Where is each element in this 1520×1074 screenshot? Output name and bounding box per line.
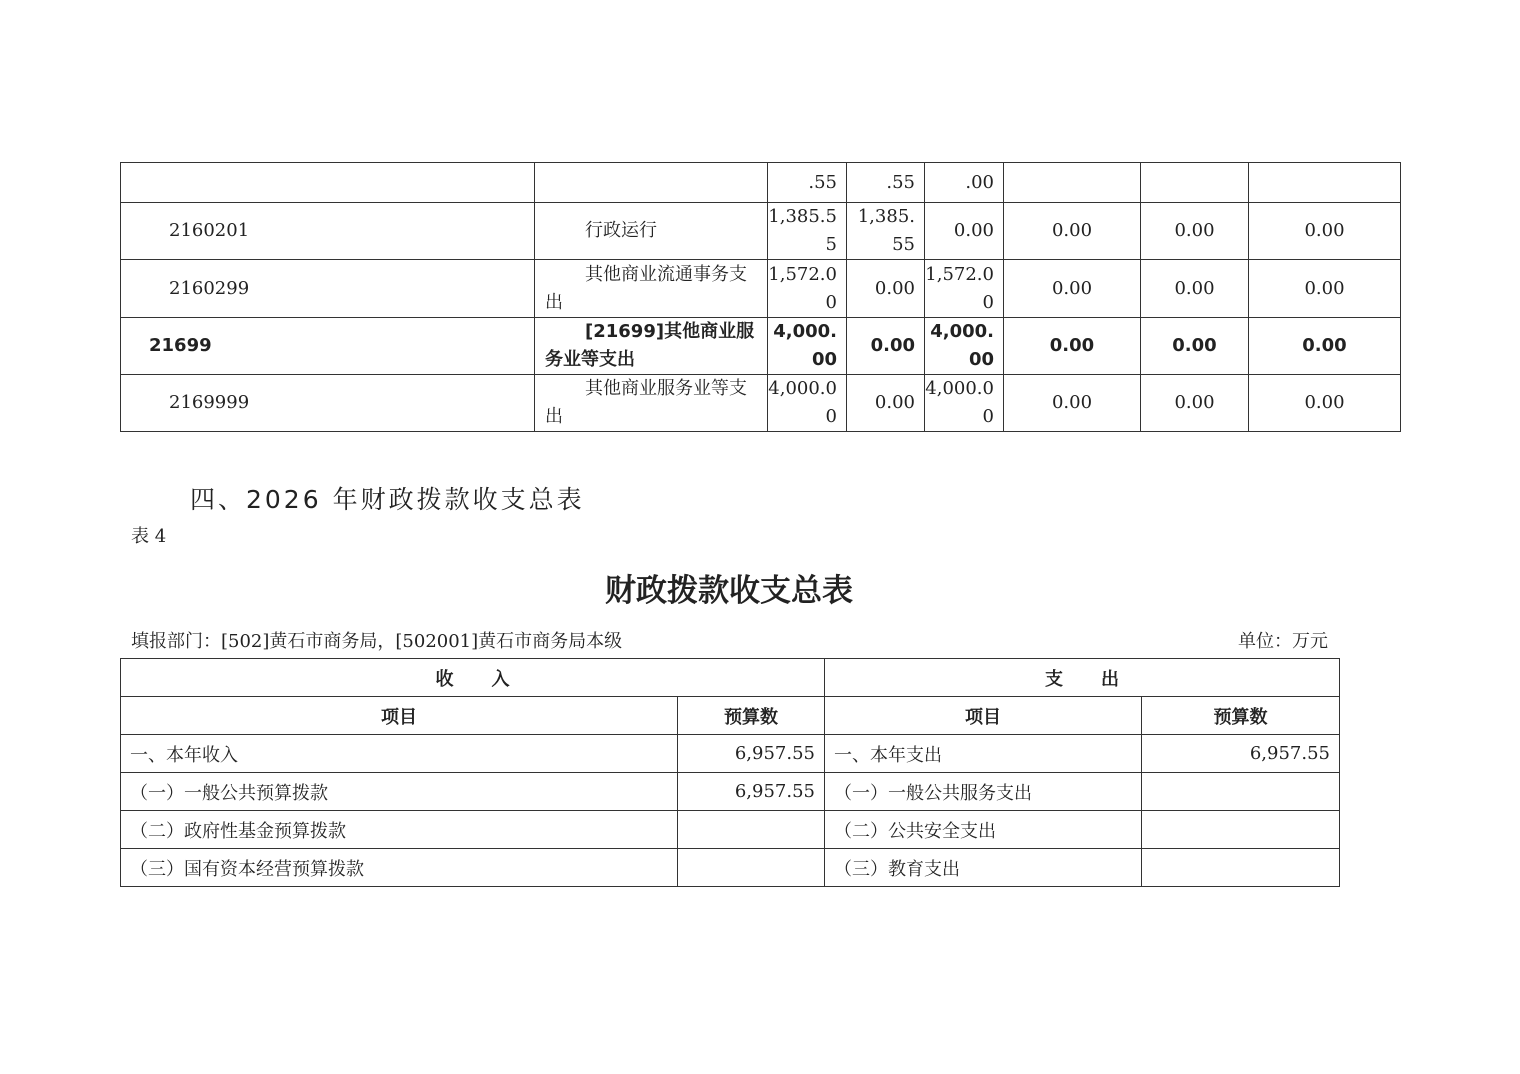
subject-code: 2160299 (121, 260, 535, 318)
expense-item: 一、本年支出 (825, 735, 1142, 773)
total-amount: 4,000.00 (768, 375, 847, 432)
total-amount: 1,385.55 (768, 203, 847, 260)
total-amount: 4,000.00 (768, 318, 847, 375)
expenditure-detail-table (120, 162, 1401, 432)
project-expense-amount: 0.00 (925, 203, 1004, 260)
income-amount: 6,957.55 (678, 773, 825, 811)
basic-expense-amount: .55 (847, 163, 925, 203)
table-title: 财政拨款收支总表 (605, 573, 853, 609)
amount-col-6 (1249, 163, 1401, 203)
amount-col-5: 0.00 (1141, 203, 1249, 260)
table-row (121, 260, 1401, 318)
basic-expense-amount: 0.00 (847, 375, 925, 432)
basic-expense-amount: 1,385.55 (847, 203, 925, 260)
amount-col-6: 0.00 (1249, 203, 1401, 260)
expense-amount (1142, 849, 1340, 887)
basic-expense-amount: 0.00 (847, 318, 925, 375)
table-row (121, 318, 1401, 375)
total-amount: 1,572.00 (768, 260, 847, 318)
amount-col-5: 0.00 (1141, 375, 1249, 432)
table-header-row (121, 659, 1340, 697)
section-heading: 四、2026 年财政拨款收支总表 (190, 485, 585, 514)
amount-col-4: 0.00 (1004, 203, 1141, 260)
fiscal-allocation-summary-table (120, 658, 1340, 887)
income-item-header: 项目 (121, 697, 678, 735)
amount-col-5 (1141, 163, 1249, 203)
table-row (121, 735, 1340, 773)
amount-col-4: 0.00 (1004, 375, 1141, 432)
expense-item-header: 项目 (825, 697, 1142, 735)
amount-col-5: 0.00 (1141, 260, 1249, 318)
income-amount: 6,957.55 (678, 735, 825, 773)
basic-expense-amount: 0.00 (847, 260, 925, 318)
expense-item: （一）一般公共服务支出 (825, 773, 1142, 811)
subject-code: 2160201 (121, 203, 535, 260)
subject-code: 21699 (121, 318, 535, 375)
amount-col-6: 0.00 (1249, 318, 1401, 375)
table-row (121, 375, 1401, 432)
amount-col-4: 0.00 (1004, 260, 1141, 318)
subject-name: 其他商业流通事务支出 (535, 260, 768, 318)
income-header: 收入 (121, 659, 825, 697)
subject-code: 2169999 (121, 375, 535, 432)
income-amount (678, 849, 825, 887)
table-header-row (121, 697, 1340, 735)
income-item: 一、本年收入 (121, 735, 678, 773)
subject-name: 行政运行 (535, 203, 768, 260)
expense-item: （三）教育支出 (825, 849, 1142, 887)
project-expense-amount: 4,000.00 (925, 375, 1004, 432)
amount-col-5: 0.00 (1141, 318, 1249, 375)
project-expense-amount: 4,000.00 (925, 318, 1004, 375)
expense-amount (1142, 811, 1340, 849)
income-item: （三）国有资本经营预算拨款 (121, 849, 678, 887)
amount-col-6: 0.00 (1249, 260, 1401, 318)
project-expense-amount: .00 (925, 163, 1004, 203)
subject-name: 其他商业服务业等支出 (535, 375, 768, 432)
income-budget-header: 预算数 (678, 697, 825, 735)
amount-col-6: 0.00 (1249, 375, 1401, 432)
income-amount (678, 811, 825, 849)
table-row (121, 163, 1401, 203)
income-item: （二）政府性基金预算拨款 (121, 811, 678, 849)
expense-amount (1142, 773, 1340, 811)
expense-header: 支出 (825, 659, 1340, 697)
subject-code (121, 163, 535, 203)
table-label: 表 4 (131, 526, 167, 547)
reporting-department: 填报部门：[502]黄石市商务局，[502001]黄石市商务局本级 (131, 631, 623, 652)
subject-name (535, 163, 768, 203)
expense-item: （二）公共安全支出 (825, 811, 1142, 849)
table-row (121, 811, 1340, 849)
expense-budget-header: 预算数 (1142, 697, 1340, 735)
table-row (121, 203, 1401, 260)
subject-name: [21699]其他商业服务业等支出 (535, 318, 768, 375)
project-expense-amount: 1,572.00 (925, 260, 1004, 318)
unit-label: 单位：万元 (1238, 631, 1328, 652)
total-amount: .55 (768, 163, 847, 203)
table-row (121, 773, 1340, 811)
amount-col-4 (1004, 163, 1141, 203)
table-row (121, 849, 1340, 887)
expense-amount: 6,957.55 (1142, 735, 1340, 773)
income-item: （一）一般公共预算拨款 (121, 773, 678, 811)
amount-col-4: 0.00 (1004, 318, 1141, 375)
